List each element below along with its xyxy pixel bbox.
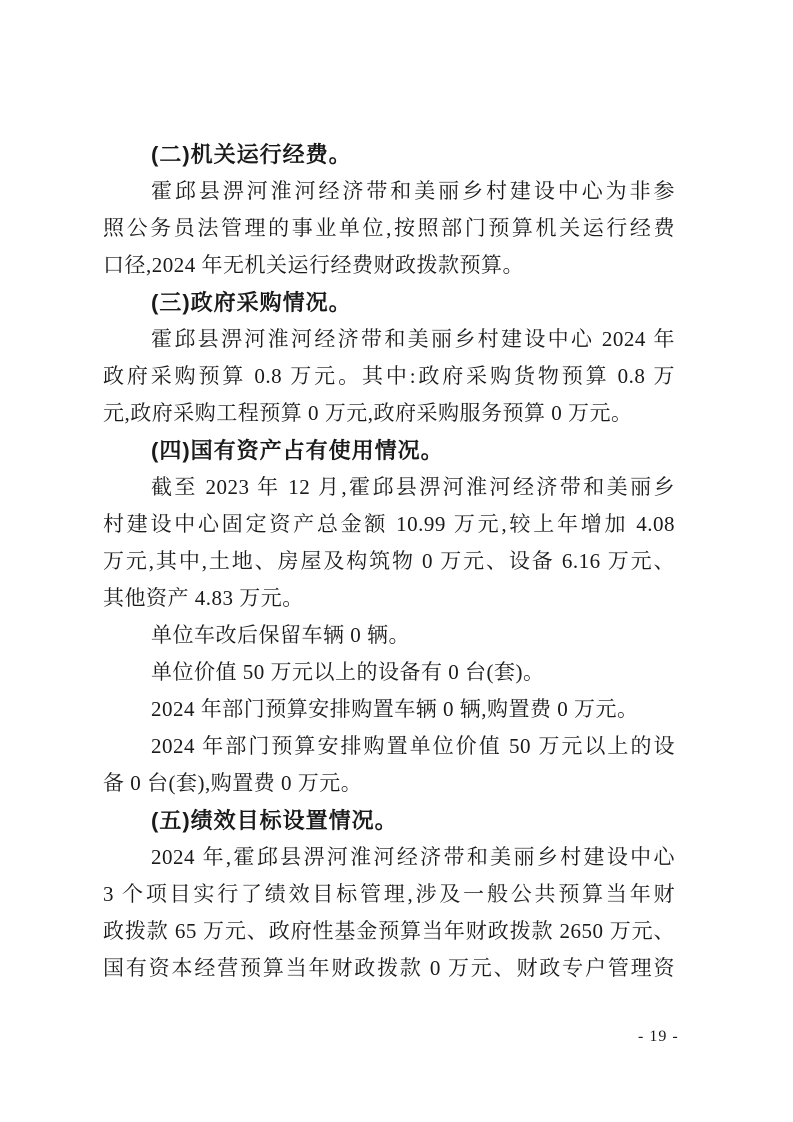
body-text-line: 村建设中心固定资产总金额 10.99 万元,较上年增加 4.08 xyxy=(103,512,675,536)
section-heading-government-procurement: (三)政府采购情况。 xyxy=(151,290,352,315)
body-text-line: 元,政府采购工程预算 0 万元,政府采购服务预算 0 万元。 xyxy=(103,401,633,425)
body-text-line: 3 个项目实行了绩效目标管理,涉及一般公共预算当年财 xyxy=(103,882,675,906)
body-text-line: 截至 2023 年 12 月,霍邱县淠河淮河经济带和美丽乡 xyxy=(151,475,675,499)
body-text-line: 单位价值 50 万元以上的设备有 0 台(套)。 xyxy=(151,660,545,684)
body-text-line: 2024 年部门预算安排购置车辆 0 辆,购置费 0 万元。 xyxy=(151,697,639,721)
body-text-line: 2024 年部门预算安排购置单位价值 50 万元以上的设 xyxy=(151,734,675,758)
body-text-line: 其他资产 4.83 万元。 xyxy=(103,586,304,610)
body-text-line: 霍邱县淠河淮河经济带和美丽乡村建设中心 2024 年 xyxy=(151,327,675,351)
body-text-line: 2024 年,霍邱县淠河淮河经济带和美丽乡村建设中心 xyxy=(151,845,675,869)
body-text-line: 国有资本经营预算当年财政拨款 0 万元、财政专户管理资 xyxy=(103,956,675,980)
body-text-line: 备 0 台(套),购置费 0 万元。 xyxy=(103,771,363,795)
page-number: - 19 - xyxy=(638,1028,679,1045)
body-text-line: 政拨款 65 万元、政府性基金预算当年财政拨款 2650 万元、 xyxy=(103,919,675,943)
section-heading-performance-targets: (五)绩效目标设置情况。 xyxy=(151,808,398,833)
section-heading-agency-operating-costs: (二)机关运行经费。 xyxy=(151,142,352,167)
body-text-line: 单位车改后保留车辆 0 辆。 xyxy=(151,623,410,647)
body-text-line: 口径,2024 年无机关运行经费财政拨款预算。 xyxy=(103,253,524,277)
document-content xyxy=(103,136,675,987)
body-text-line: 霍邱县淠河淮河经济带和美丽乡村建设中心为非参 xyxy=(151,179,675,203)
section-heading-state-owned-assets: (四)国有资产占有使用情况。 xyxy=(151,438,444,463)
body-text-line: 照公务员法管理的事业单位,按照部门预算机关运行经费 xyxy=(103,216,675,240)
body-text-line: 政府采购预算 0.8 万元。其中:政府采购货物预算 0.8 万 xyxy=(103,364,675,388)
body-text-line: 万元,其中,土地、房屋及构筑物 0 万元、设备 6.16 万元、 xyxy=(103,549,675,573)
